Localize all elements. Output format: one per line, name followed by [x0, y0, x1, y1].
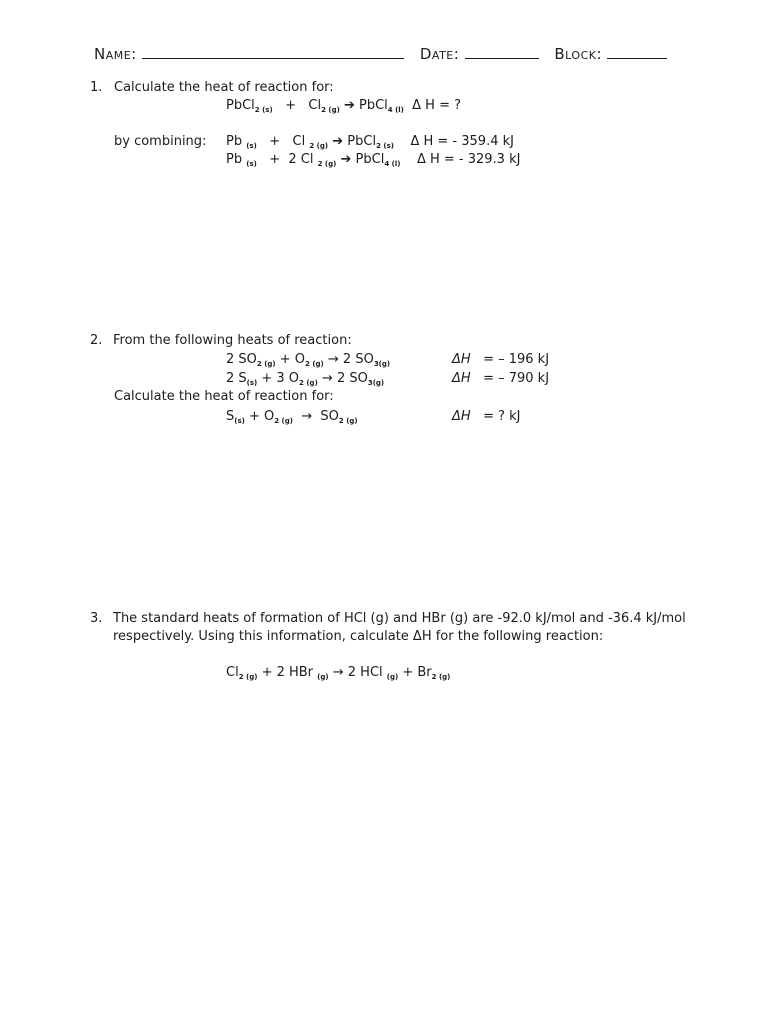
q2-eq1-dh-value: = – 196 kJ	[483, 352, 550, 367]
q2-eq2-reactant1: 2 S	[226, 371, 247, 386]
q2-calc-prompt: Calculate the heat of reaction for:	[114, 389, 334, 404]
q3-eq-arrow-icon: →	[332, 665, 344, 680]
q2-target-arrow-icon: →	[301, 409, 313, 424]
q1-target-plus: +	[285, 98, 296, 113]
q2-eq2-product-sub: 3(g)	[367, 379, 385, 387]
q2-eq2-reactant2-sub: 2 (g)	[299, 379, 318, 387]
q1-eq1-reactant1: Pb	[226, 134, 243, 149]
q1-prompt: Calculate the heat of reaction for:	[114, 80, 334, 95]
q2-prompt: From the following heats of reaction:	[113, 333, 352, 348]
q3-eq-reactant2: + 2 HBr	[261, 665, 314, 680]
q1-eq2-plus: +	[269, 152, 281, 167]
q1-target-dh: Δ H = ?	[412, 98, 461, 113]
q1-eq2-reactant1-sub: (s)	[246, 160, 257, 168]
block-label: Block:	[554, 45, 603, 63]
q1-eq2-product: PbCl	[355, 152, 385, 167]
q2-target-reactant1: S	[226, 409, 235, 424]
q2-eq2-reactant1-sub: (s)	[246, 379, 258, 387]
q2-eq1-arrow-icon: →	[327, 352, 339, 367]
date-blank[interactable]	[465, 46, 539, 59]
q2-eq1	[226, 352, 390, 368]
q2-eq1-dh-label: ΔH	[452, 352, 471, 367]
q3-eq-reactant1-sub: 2 (g)	[238, 673, 258, 681]
q2-target-product-sub: 2 (g)	[338, 417, 358, 425]
q2-eq1-reactant2-sub: 2 (g)	[305, 360, 324, 368]
q1-eq1-dh: Δ H = - 359.4 kJ	[410, 134, 514, 149]
q3-eq-product1: 2 HCl	[347, 665, 383, 680]
q1-eq1-reactant2: Cl	[292, 134, 306, 149]
q1-eq1-arrow-icon: ➔	[332, 134, 344, 149]
q2-target-dh-value: = ? kJ	[483, 409, 521, 424]
q2-eq1-product: 2 SO	[342, 352, 374, 367]
q1-eq1	[226, 134, 514, 150]
q3-equation	[226, 665, 450, 681]
q3-eq-product1-sub: (g)	[386, 673, 399, 681]
q2-eq1-reactant1-sub: 2 (g)	[256, 360, 276, 368]
q1-eq2-dh: Δ H = - 329.3 kJ	[416, 152, 521, 167]
date-label: Date:	[419, 45, 460, 63]
q1-eq2-arrow-icon: ➔	[340, 152, 352, 167]
q3-eq-product2: + Br	[402, 665, 432, 680]
q1-target-reactant1-sub: 2 (s)	[254, 106, 273, 114]
q3-eq-reactant2-sub: (g)	[317, 673, 329, 681]
q1-target-reactant2: Cl	[308, 98, 322, 113]
q1-eq2-product-sub: 4 (l)	[384, 160, 401, 168]
q2-number: 2.	[90, 333, 103, 348]
q1-number: 1.	[90, 80, 103, 95]
q1-eq2-reactant2: 2 Cl	[288, 152, 314, 167]
q3-line2: respectively. Using this information, calculate ΔH for the following reaction:	[113, 629, 604, 644]
q2-eq2-dh-value: = – 790 kJ	[483, 371, 550, 386]
q1-eq2-reactant1: Pb	[226, 152, 243, 167]
q1-target-reactant1: PbCl	[226, 98, 255, 113]
q1-target-equation	[226, 98, 461, 114]
worksheet-header	[94, 45, 667, 63]
q2-eq1-reactant2: + O	[279, 352, 306, 367]
q2-target-dh-label: ΔH	[452, 409, 471, 424]
q2-target-product: SO	[320, 409, 339, 424]
q1-eq2-reactant2-sub: 2 (g)	[317, 160, 337, 168]
q1-eq1-product-sub: 2 (s)	[376, 142, 394, 150]
q3-number: 3.	[90, 611, 103, 626]
q2-target-equation	[226, 409, 358, 425]
q3-eq-product2-sub: 2 (g)	[431, 673, 451, 681]
q1-eq1-reactant2-sub: 2 (g)	[309, 142, 329, 150]
q1-target-arrow-icon: ➔	[343, 98, 355, 113]
q2-target-reactant2: + O	[248, 409, 275, 424]
q2-target-reactant1-sub: (s)	[234, 417, 245, 425]
q1-eq1-plus: +	[269, 134, 281, 149]
name-label: Name:	[94, 45, 137, 63]
block-blank[interactable]	[607, 46, 667, 59]
q1-target-product: PbCl	[358, 98, 388, 113]
q2-eq2-dh	[452, 371, 549, 386]
q2-eq1-product-sub: 3(g)	[373, 360, 391, 368]
q1-eq2	[226, 152, 520, 168]
q2-eq1-reactant1: 2 SO	[226, 352, 257, 367]
q2-eq2-arrow-icon: →	[321, 371, 333, 386]
q1-target-product-sub: 4 (l)	[387, 106, 404, 114]
q3-eq-reactant1: Cl	[226, 665, 239, 680]
q1-eq1-reactant1-sub: (s)	[246, 142, 257, 150]
q2-eq1-dh	[452, 352, 549, 367]
q1-target-reactant2-sub: 2 (g)	[321, 106, 340, 114]
q2-target-reactant2-sub: 2 (g)	[274, 417, 293, 425]
q1-combining-label: by combining:	[114, 134, 207, 149]
q3-line1: The standard heats of formation of HCl (g) and HBr (g) are -92.0 kJ/mol and -36.4 kJ/mol	[113, 611, 686, 626]
q2-eq2-reactant2: + 3 O	[261, 371, 300, 386]
q2-eq2	[226, 371, 384, 387]
name-blank[interactable]	[142, 46, 404, 59]
q2-eq2-product: 2 SO	[336, 371, 368, 386]
q2-eq2-dh-label: ΔH	[452, 371, 471, 386]
q1-eq1-product: PbCl	[347, 134, 377, 149]
q2-target-dh	[452, 409, 521, 424]
